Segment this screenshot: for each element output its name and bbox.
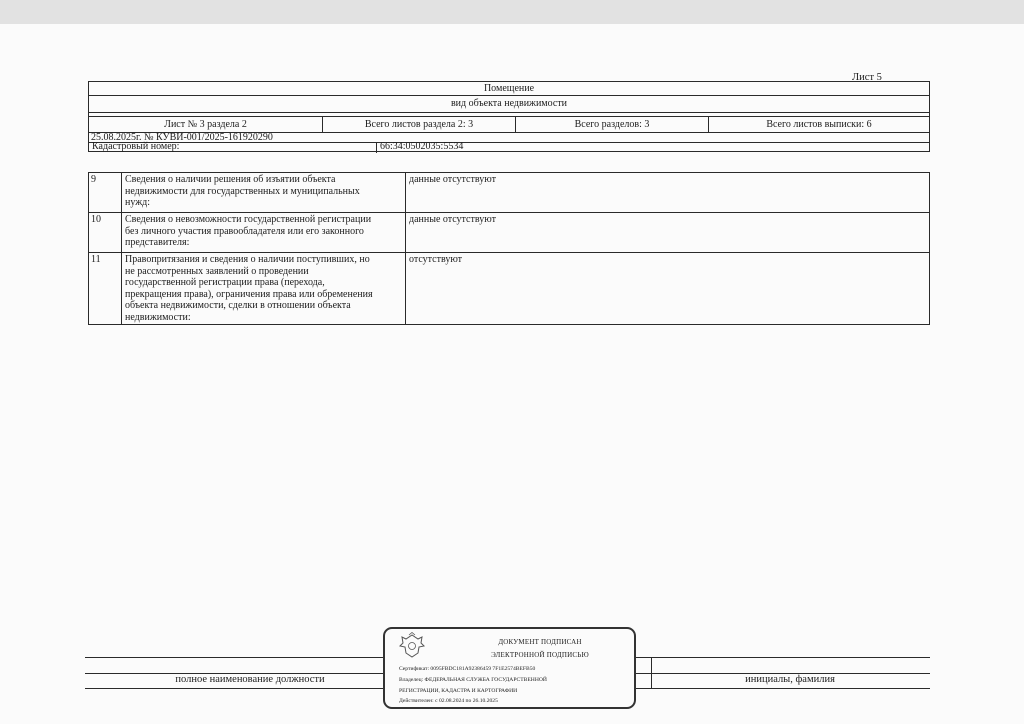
- row-value: отсутствуют: [409, 254, 463, 265]
- cadastral-label: Кадастровый номер:: [92, 141, 180, 152]
- row-label-line: объекта недвижимости, сделки в отношении объекта: [125, 300, 351, 311]
- row-label-line: Сведения о наличии решения об изъятии объекта: [125, 174, 336, 185]
- row-value-cell: [405, 213, 929, 252]
- sheet-number: Лист 5: [852, 72, 882, 83]
- row-label-line: недвижимости:: [125, 311, 191, 323]
- extract-date-number: 25.08.2025г. № КУВИ-001/2025-161920290: [91, 132, 273, 143]
- row-value-cell: [405, 253, 929, 324]
- table-row: [89, 213, 929, 253]
- cadastral-row: [89, 143, 929, 153]
- header-table: [88, 81, 930, 152]
- table-row: [89, 253, 929, 324]
- total-extract-sheets: Всего листов выписки: 6: [766, 119, 872, 130]
- row-number-cell: [89, 213, 121, 252]
- electronic-signature-stamp: [383, 627, 636, 709]
- row-label-line: Сведения о невозможности государственной регистрации: [125, 214, 372, 225]
- row-label-line: без личного участия правообладателя или его законного: [125, 225, 364, 237]
- stamp-owner-line2: РЕГИСТРАЦИИ, КАДАСТРА И КАРТОГРАФИИ: [399, 688, 518, 694]
- row-label-cell: [121, 253, 405, 324]
- cadastral-number-cell: [376, 143, 929, 153]
- initials-caption: инициалы, фамилия: [745, 674, 835, 685]
- cadastral-label-cell: [89, 143, 376, 153]
- row-label-line: представителя:: [125, 237, 190, 248]
- row-label-line: прекращения права), ограничения права или обременения: [125, 288, 373, 300]
- row-label-line: Правопритязания и сведения о наличии поступивших, но: [125, 254, 370, 265]
- row-label-line: недвижимости для государственных и муниципальных: [125, 185, 360, 197]
- section-sheet: Лист № 3 раздела 2: [164, 119, 247, 130]
- row-label-line: не рассмотренных заявлений о проведении: [125, 265, 309, 277]
- row-number: 11: [91, 254, 101, 265]
- total-extract-sheets-cell: [708, 117, 929, 132]
- cadastral-number: 66:34:0502035:5534: [380, 141, 464, 152]
- row-label-line: государственной регистрации права (перехода,: [125, 277, 325, 288]
- row-number: 9: [91, 174, 96, 185]
- position-caption: полное наименование должности: [175, 674, 325, 685]
- footer-divider: [651, 657, 652, 688]
- extract-date-row: [89, 133, 929, 143]
- row-number-cell: [89, 253, 121, 324]
- row-value: данные отсутствуют: [409, 174, 496, 185]
- object-type-caption-row: [89, 96, 929, 113]
- row-value: данные отсутствуют: [409, 214, 496, 225]
- stamp-owner-line1: Владелец: ФЕДЕРАЛЬНАЯ СЛУЖБА ГОСУДАРСТВЕННОЙ: [399, 677, 547, 683]
- row-value-cell: [405, 173, 929, 212]
- object-type: Помещение: [483, 83, 535, 94]
- total-sections: Всего разделов: 3: [574, 119, 650, 130]
- emblem-icon: [397, 632, 427, 660]
- stamp-validity: Действителен: с 02.08.2024 по 26.10.2025: [399, 698, 498, 704]
- section-sheet-cell: [89, 117, 322, 132]
- row-number: 10: [91, 214, 101, 225]
- stamp-title-line1: ДОКУМЕНТ ПОДПИСАН: [498, 638, 582, 646]
- total-section-sheets: Всего листов раздела 2: 3: [364, 119, 474, 130]
- stamp-certificate: Сертификат: 0095FBDC181A92386459 7F1E2574BEFB50: [399, 666, 536, 672]
- row-label-cell: [121, 213, 405, 252]
- object-type-row: [89, 82, 929, 96]
- total-section-sheets-cell: [322, 117, 515, 132]
- details-table: [88, 172, 930, 325]
- table-row: [89, 173, 929, 213]
- row-label-line: нужд:: [125, 197, 150, 208]
- sheet-counts-row: [89, 117, 929, 133]
- stamp-title-line2: ЭЛЕКТРОННОЙ ПОДПИСЬЮ: [491, 651, 589, 659]
- object-type-caption: вид объекта недвижимости: [450, 98, 568, 109]
- total-sections-cell: [515, 117, 708, 132]
- row-number-cell: [89, 173, 121, 212]
- row-label-cell: [121, 173, 405, 212]
